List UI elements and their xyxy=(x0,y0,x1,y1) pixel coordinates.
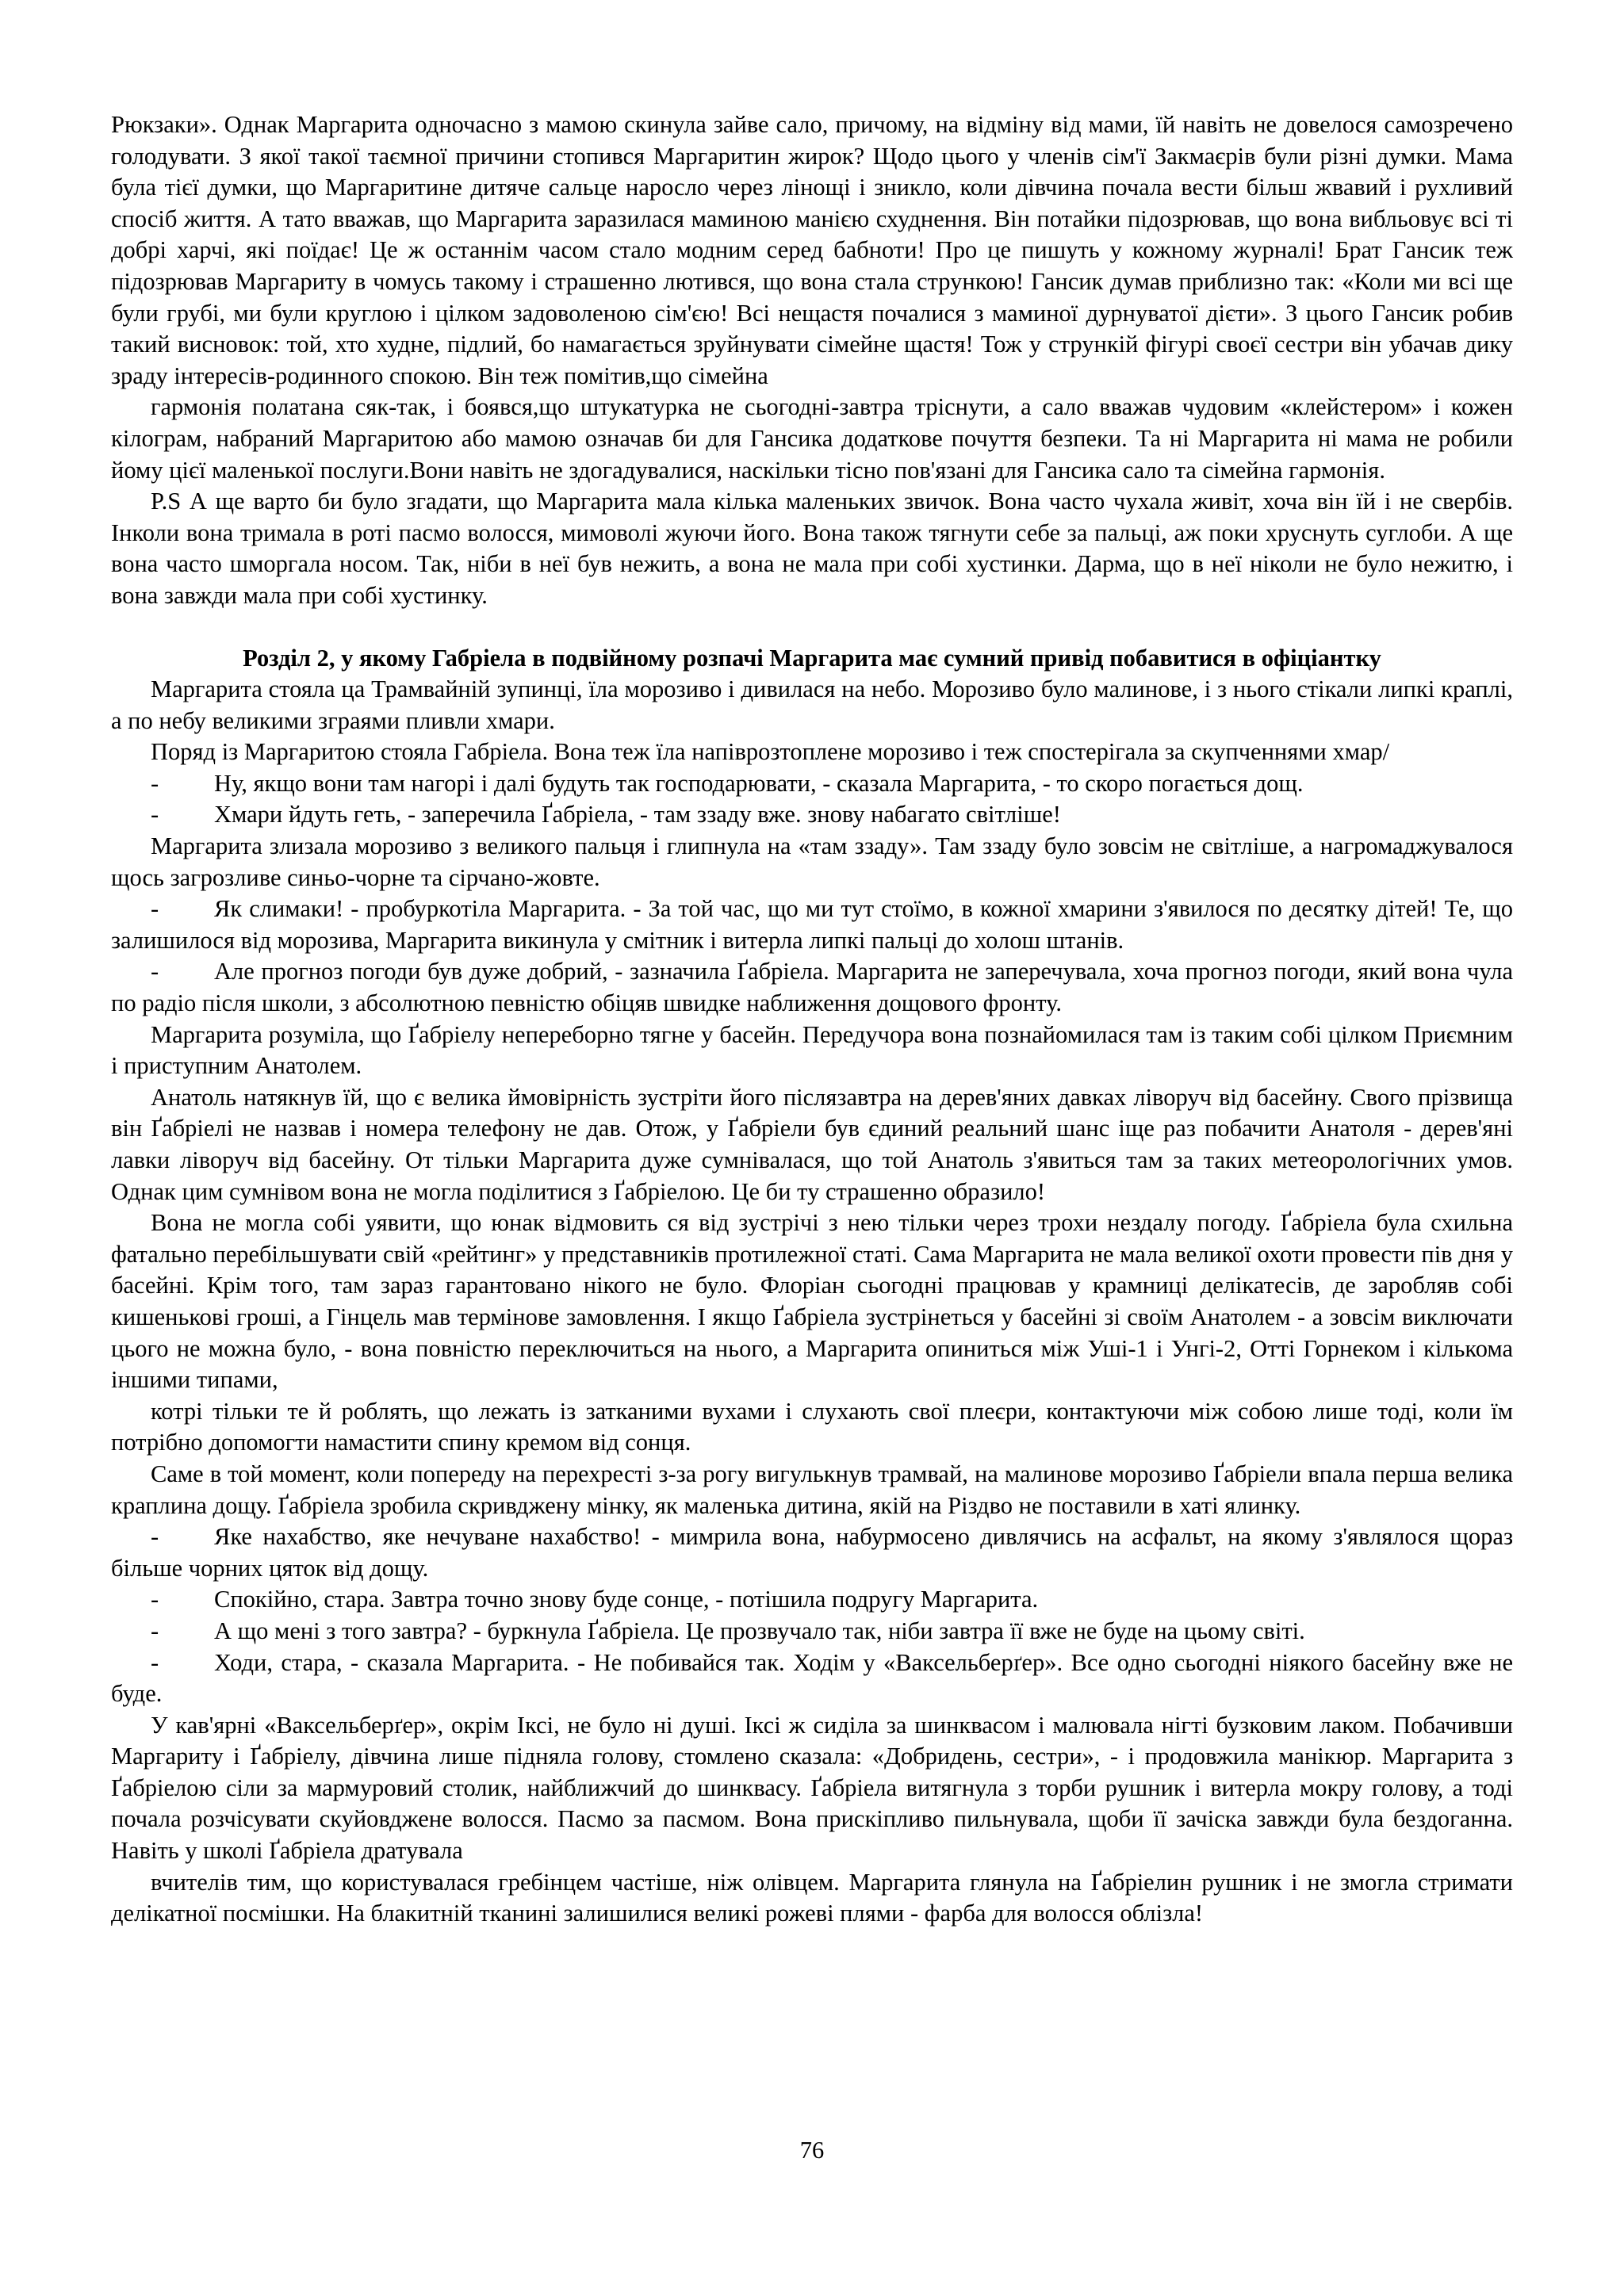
dialogue-line xyxy=(111,1647,1513,1710)
dialogue-text: Ну, якщо вони там нагорі і далі будуть так господарювати, - сказала Маргарита, - то скоро погається дощ. xyxy=(214,769,1304,797)
page-number: 76 xyxy=(799,2137,825,2164)
dialogue-text: Але прогноз погоди був дуже добрий, - зазначила Ґабріела. Маргарита не заперечувала, хоча прогноз погоди, який вона чула по радіо після школи, з абсолютною певністю обіцяв швидке наближення дощового фронту. xyxy=(111,958,1513,1017)
paragraph: Маргарита злизала морозиво з великого пальця і глипнула на «там ззаду». Там ззаду було зовсім не світліше, а нагромаджувалося щось загрозливе синьо-чорне та сірчано-жовте. xyxy=(111,832,1513,891)
chapter-heading: Розділ 2, у якому Габріела в подвійному розпачі Маргарита має сумний привід побавитися в офіціантку xyxy=(243,644,1381,672)
dialogue-line xyxy=(111,1616,1513,1647)
dialogue-text: Хмари йдуть геть, - заперечила Ґабріела, - там ззаду вже. знову набагато світліше! xyxy=(214,801,1061,828)
paragraph: Вона не могла собі уявити, що юнак відмовить ся від зустрічі з нею тільки через трохи нездалу погоду. Ґабріела була схильна фатально перебільшувати свій «рейтинг» у представників протилежної статі. Сама Маргарита не мала великої охоти провести пів дня у басейні. Крім того, там зараз гарантовано нікого не було. Флоріан сьогодні працював у крамниці делікатесів, де заробляв собі кишенькові гроші, а Гінцель мав термінове замовлення. І якщо Ґабріела зустрінеться у басейні зі своїм Анатолем - а зовсім виключати цього не можна було, - вона повністю переключиться на нього, а Маргарита опиниться між Уші-1 і Унгі-2, Отті Горнеком і кількома іншими типами, xyxy=(111,1209,1513,1394)
dialogue-line xyxy=(111,768,1513,800)
dialogue-text: Як слимаки! - пробуркотіла Маргарита. - За той час, що ми тут стоїмо, в кожної хмарини з'явилося по десятку дітей! Те, що залишилося від морозива, Маргарита викинула у смітник і витерла липкі пальці до холош штанів. xyxy=(111,895,1513,954)
dialogue-line xyxy=(111,956,1513,1019)
paragraph: Маргарита стояла ца Трамвайній зупинці, їла морозиво і дивилася на небо. Морозиво було малинове, і з нього стікали липкі краплі, а по небу великими зграями пливли хмари. xyxy=(111,675,1513,734)
page-body xyxy=(111,109,1513,1930)
paragraph: P.S А ще варто би було згадати, що Маргарита мала кілька маленьких звичок. Вона часто чухала живіт, хоча він їй і не свербів. Інколи вона тримала в роті пасмо волосся, мимоволі жуючи його. Вона також тягнути себе за пальці, аж поки хруснуть суглоби. А ще вона часто шморгала носом. Так, ніби в неї був нежить, а вона не мала при собі хустинки. Дарма, що в неї ніколи не було нежитю, і вона завжди мала при собі хустинку. xyxy=(111,488,1513,609)
dash-marker: - xyxy=(151,1523,159,1551)
paragraph: котрі тільки те й роблять, що лежать із затканими вухами і слухають свої плеєри, контактуючи між собою лише тоді, коли їм потрібно допомогти намастити спину кремом від сонця. xyxy=(111,1397,1513,1456)
paragraph: Анатоль натякнув їй, що є велика ймовірність зустріти його післязавтра на дерев'яних давках ліворуч від басейну. Свого прізвища він Ґабріелі не назвав і номера телефону не дав. Отож, у Ґабріели був єдиний реальний шанс іще раз побачити Анатоля - дерев'яні лавки ліворуч від басейну. От тільки Маргарита дуже сумнівалася, що той Анатоль з'явиться там за таких метеорологічних умов. Однак цим сумнівом вона не могла поділитися з Ґабріелою. Це би ту страшенно образило! xyxy=(111,1083,1513,1205)
dash-marker: - xyxy=(151,895,159,923)
paragraph: Саме в той момент, коли попереду на перехресті з-за рогу вигулькнув трамвай, на малинове морозиво Ґабріели впала перша велика краплина дощу. Ґабріела зробила скривджену мінку, як маленька дитина, якій на Різдво не поставили в хаті ялинку. xyxy=(111,1460,1513,1519)
paragraph: Рюкзаки». Однак Маргарита одночасно з мамою скинула зайве сало, причому, на відміну від мами, їй навіть не довелося самозречено голодувати. З якої такої таємної причини стопився Маргаритин жирок? Щодо цього у членів сім'ї Закмаєрів були різні думки. Мама була тієї думки, що Маргаритине дитяче сальце наросло через лінощі і зникло, коли дівчина почала вести більш жвавий і рухливий спосіб життя. А тато вважав, що Маргарита заразилася маминою манією схуднення. Він потайки підозрював, що вона вибльовує всі ті добрі харчі, які поїдає! Це ж останнім часом стало модним серед бабноти! Про це пишуть у кожному журналі! Брат Гансик теж підозрював Маргариту в чомусь такому і страшенно лютився, що вона стала стрункою! Гансик думав приблизно так: «Коли ми всі ще були грубі, ми були круглою і цілком задоволеною сім'єю! Всі нещастя почалися з маминої дурнуватої дієти». З цього Гансик робив такий висновок: той, хто худне, підлий, бо намагається зруйнувати сімейне щастя! Тож у стрункій фігурі своєї сестри він убачав дику зраду інтересів-родинного спокою. Він теж помітив,що сімейна xyxy=(111,111,1513,389)
paragraph: Маргарита розуміла, що Ґабріелу непереборно тягне у басейн. Передучора вона познайомилася там із таким собі цілком Приємним і приступним Анатолем. xyxy=(111,1020,1513,1080)
dialogue-line xyxy=(111,799,1513,831)
dash-marker: - xyxy=(151,801,159,828)
paragraph: вчителів тим, що користувалася гребінцем частіше, ніж олівцем. Маргарита глянула на Ґабріелин рушник і не змогла стримати делікатної посмішки. На блакитній тканині залишилися великі рожеві плями - фарба для волосся облізла! xyxy=(111,1868,1513,1927)
paragraph: Поряд із Маргаритою стояла Габріела. Вона теж їла напіврозтоплене морозиво і теж спостерігала за скупченнями хмар/ xyxy=(151,738,1390,766)
dialogue-text: Спокійно, стара. Завтра точно знову буде сонце, - потішила подругу Маргарита. xyxy=(214,1586,1039,1613)
dash-marker: - xyxy=(151,1586,159,1613)
dialogue-text: А що мені з того завтра? - буркнула Ґабріела. Це прозвучало так, ніби завтра її вже не буде на цьому світі. xyxy=(214,1617,1305,1644)
dash-marker: - xyxy=(151,1648,159,1676)
paragraph: У кав'ярні «Ваксельберґер», окрім Іксі, не було ні душі. Іксі ж сиділа за шинквасом і малювала нігті бузковим лаком. Побачивши Маргариту і Ґабріелу, дівчина лише підняла голову, стомлено сказала: «Добридень, сестри», - і продовжила манікюр. Маргарита з Ґабріелою сіли за мармуровий столик, найближчий до шинквасу. Ґабріела витягнула з торби рушник і витерла мокру голову, а тоді почала розчісувати скуйовджене волосся. Пасмо за пасмом. Вона прискіпливо пильнувала, щоби її зачіска завжди була бездоганна. Навіть у школі Ґабріела дратувала xyxy=(111,1711,1513,1865)
dialogue-text: Ходи, стара, - сказала Маргарита. - Не побивайся так. Ходім у «Ваксельберґер». Все одно сьогодні ніякого басейну вже не буде. xyxy=(111,1648,1513,1708)
paragraph: гармонія полатана сяк-так, і боявся,що штукатурка не сьогодні-завтра тріснути, а сало вважав чудовим «клейстером» і кожен кілограм, набраний Маргаритою або мамою означав би для Гансика додаткове почуття безпеки. Та ні Маргарита ні мама не робили йому цієї маленької послуги.Вони навіть не здогадувалися, наскільки тісно пов'язані для Гансика сало та сімейна гармонія. xyxy=(111,393,1513,484)
dialogue-line xyxy=(111,894,1513,956)
dash-marker: - xyxy=(151,769,159,797)
dialogue-text: Яке нахабство, яке нечуване нахабство! - мимрила вона, набурмосено дивлячись на асфальт, на якому з'являлося щораз більше чорних цяток від дощу. xyxy=(111,1523,1513,1582)
dialogue-line xyxy=(111,1521,1513,1584)
dash-marker: - xyxy=(151,1617,159,1644)
dialogue-line xyxy=(111,1584,1513,1616)
dash-marker: - xyxy=(151,958,159,985)
